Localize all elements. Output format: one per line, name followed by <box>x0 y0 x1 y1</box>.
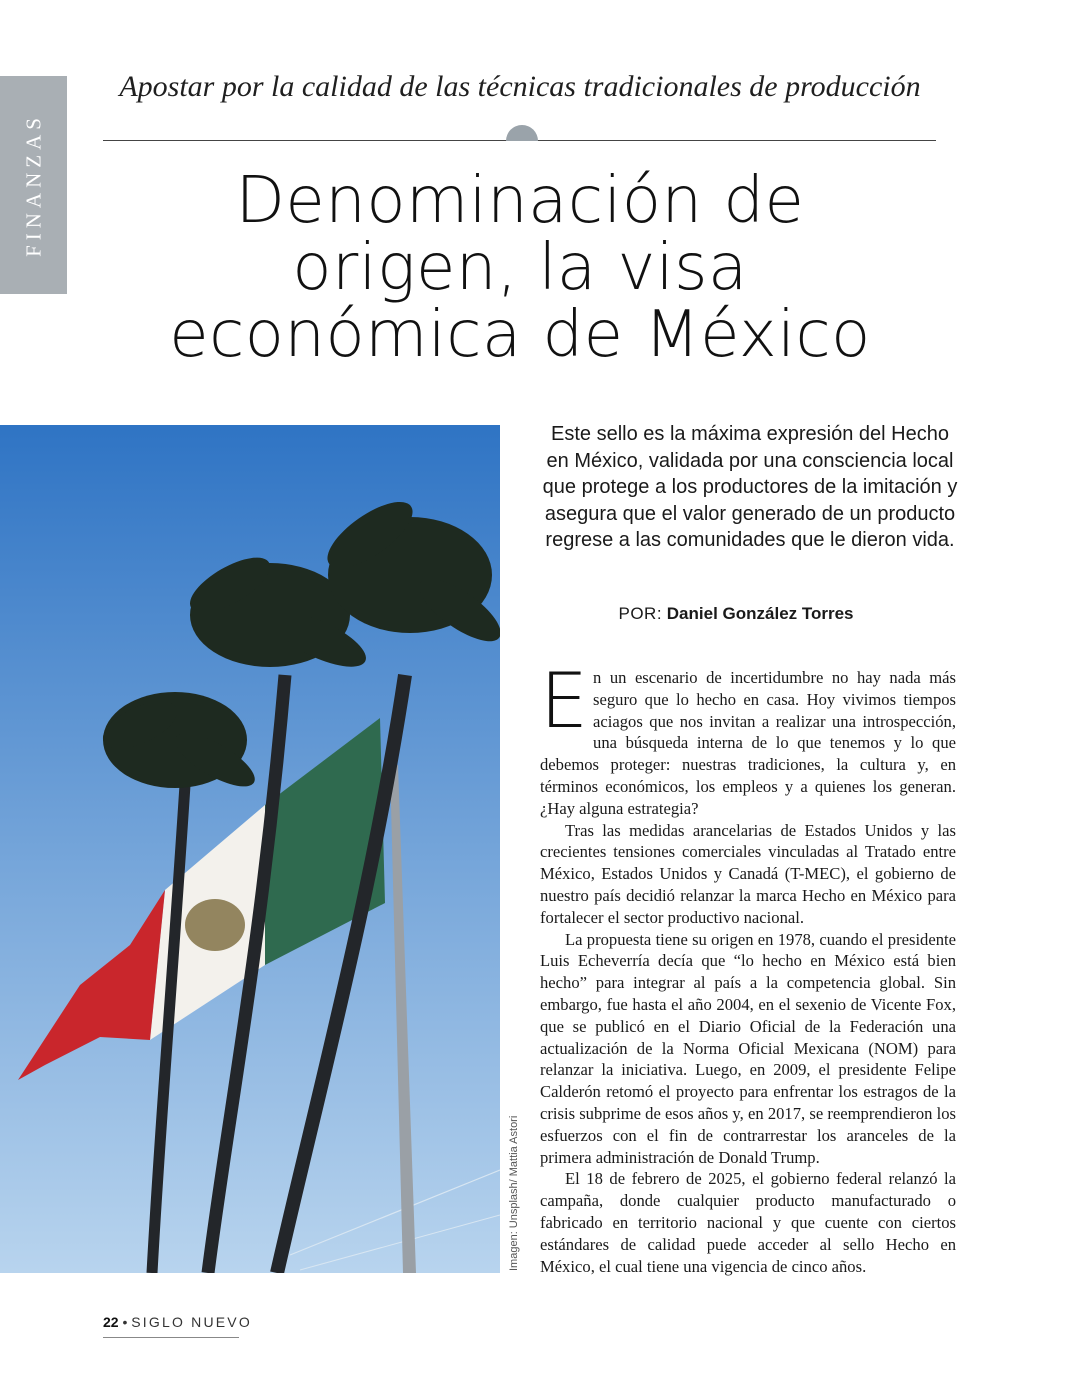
flag-palms-illustration <box>0 425 500 1273</box>
headline-line-3: económica de México <box>169 298 871 372</box>
article-paragraph <box>540 656 956 820</box>
article-paragraph: La propuesta tiene su origen en 1978, cuando el presidente Luis Echeverría decía que “lo hecho en México está bien hecho” para integrar al país a la competencia global. Sin embargo, fue hasta el año 2004, en el sexenio de Vicente Fox, que se publicó en el Diario Oficial de la Federación una actualización de la Norma Oficial Mexicana (NOM) para relanzar la iniciativa. Luego, en 2009, el presidente Felipe Calderón retomó el proyecto para enfrentar los estragos de la crisis subprime de esos años y, en 2017, se reemprendieron los esfuerzos con el fin de contrarrestar los aranceles de la primera administración de Donald Trump. <box>540 929 956 1167</box>
paragraph-text: n un escenario de incertidumbre no hay nada más seguro que lo hecho en casa. Hoy vivimos tiempos aciagos que nos invitan a realizar una introspección, una búsqueda interna de lo que tenemos y lo que debemos proteger: nuestras tradiciones, la cultura y, en términos económicos, los empleos y a quienes los generan. ¿Hay alguna estrategia? <box>540 668 956 818</box>
drop-cap: E <box>540 656 589 745</box>
article-photo <box>0 425 500 1273</box>
flag-emblem <box>185 899 245 951</box>
headline-line-1: Denominación de <box>235 164 805 238</box>
page-footer <box>103 1314 252 1330</box>
kicker: Apostar por la calidad de las técnicas tradicionales de producción <box>119 70 921 103</box>
article-paragraph: Tras las medidas arancelarias de Estados Unidos y las crecientes tensiones comerciales vinculadas al Tratado entre México, Estados Unidos y Canadá (T-MEC), el gobierno de nuestro país decidió relanzar la marca Hecho en México para fortalecer el sector productivo nacional. <box>540 820 956 927</box>
rule-ornament <box>506 125 538 141</box>
photo-credit: Imagen: Unsplash/ Mattia Astori <box>508 1115 520 1271</box>
section-tab <box>0 76 67 294</box>
footer-separator: • <box>122 1314 128 1330</box>
byline-label: POR: <box>618 604 663 623</box>
headline-line-2: origen, la visa <box>292 231 748 305</box>
article-paragraph: El 18 de febrero de 2025, el gobierno federal relanzó la campaña, donde cualquier producto manufacturado o fabricado en territorio nacional y que cuente con ciertos estándares de calidad puede acceder al sello Hecho en México, el cual tiene una vigencia de cinco años. <box>540 1169 956 1276</box>
article-deck: Este sello es la máxima expresión del Hecho en México, validada por una consciencia local que protege a los productores de la imitación y asegura que el valor generado de un producto regrese a las comunidades que le dieron vida. <box>542 423 958 551</box>
headline <box>60 164 980 372</box>
publication-name: SIGLO NUEVO <box>131 1314 252 1330</box>
byline-author: Daniel González Torres <box>666 604 854 623</box>
footer-rule <box>103 1337 239 1338</box>
byline <box>540 604 932 624</box>
section-label: FINANZAS <box>21 113 45 257</box>
article-body <box>540 656 956 1277</box>
page-number: 22 <box>103 1314 119 1330</box>
